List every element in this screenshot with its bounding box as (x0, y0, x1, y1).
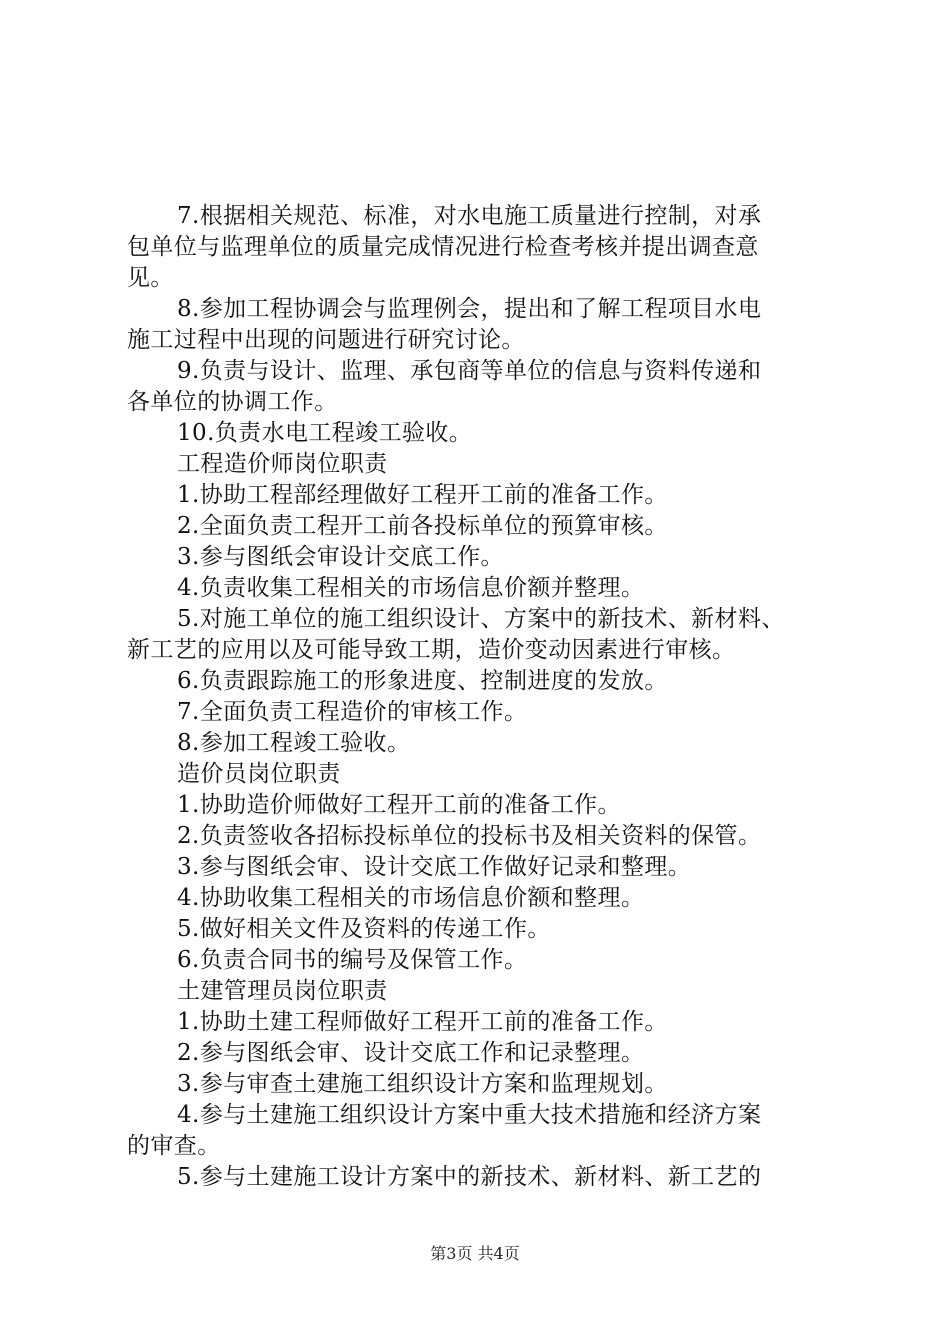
text-line: 4.负责收集工程相关的市场信息价额并整理。 (177, 575, 645, 601)
text-line: 2.参与图纸会审、设计交底工作和记录整理。 (177, 1040, 645, 1066)
text-line: 见。 (127, 265, 174, 291)
text-line: 4.参与土建施工组织设计方案中重大技术措施和经济方案 (177, 1102, 762, 1128)
text-line: 7.全面负责工程造价的审核工作。 (177, 699, 528, 725)
text-line: 3.参与审查土建施工组织设计方案和监理规划。 (177, 1071, 668, 1097)
text-line: 5.对施工单位的施工组织设计、方案中的新技术、新材料、 (177, 606, 785, 632)
text-line: 工程造价师岗位职责 (177, 451, 388, 477)
text-line: 2.全面负责工程开工前各投标单位的预算审核。 (177, 513, 668, 539)
text-line: 8.参加工程协调会与监理例会，提出和了解工程项目水电 (177, 296, 762, 322)
text-line: 5.参与土建施工设计方案中的新技术、新材料、新工艺的 (177, 1164, 762, 1190)
text-line: 造价员岗位职责 (177, 761, 341, 787)
text-line: 新工艺的应用以及可能导致工期，造价变动因素进行审核。 (127, 637, 736, 663)
text-line: 7.根据相关规范、标准，对水电施工质量进行控制，对承 (177, 203, 762, 229)
text-line: 的审查。 (127, 1133, 221, 1159)
page-footer: 第3页 共4页 (430, 1244, 520, 1263)
text-line: 2.负责签收各招标投标单位的投标书及相关资料的保管。 (177, 823, 762, 849)
text-line: 4.协助收集工程相关的市场信息价额和整理。 (177, 885, 645, 911)
text-line: 各单位的协调工作。 (127, 389, 338, 415)
text-line: 6.负责合同书的编号及保管工作。 (177, 947, 528, 973)
text-line: 施工过程中出现的问题进行研究讨论。 (127, 327, 525, 353)
text-line: 3.参与图纸会审、设计交底工作做好记录和整理。 (177, 854, 692, 880)
text-line: 10.负责水电工程竣工验收。 (177, 420, 473, 446)
text-line: 9.负责与设计、监理、承包商等单位的信息与资料传递和 (177, 358, 762, 384)
text-line: 土建管理员岗位职责 (177, 978, 388, 1004)
text-line: 1.协助土建工程师做好工程开工前的准备工作。 (177, 1009, 668, 1035)
text-line: 包单位与监理单位的质量完成情况进行检查考核并提出调查意 (127, 234, 759, 260)
document-body (127, 201, 837, 1193)
text-line: 1.协助工程部经理做好工程开工前的准备工作。 (177, 482, 668, 508)
text-line: 3.参与图纸会审设计交底工作。 (177, 544, 504, 570)
text-line: 8.参加工程竣工验收。 (177, 730, 411, 756)
text-line: 6.负责跟踪施工的形象进度、控制进度的发放。 (177, 668, 668, 694)
text-line: 1.协助造价师做好工程开工前的准备工作。 (177, 792, 621, 818)
text-line: 5.做好相关文件及资料的传递工作。 (177, 916, 551, 942)
